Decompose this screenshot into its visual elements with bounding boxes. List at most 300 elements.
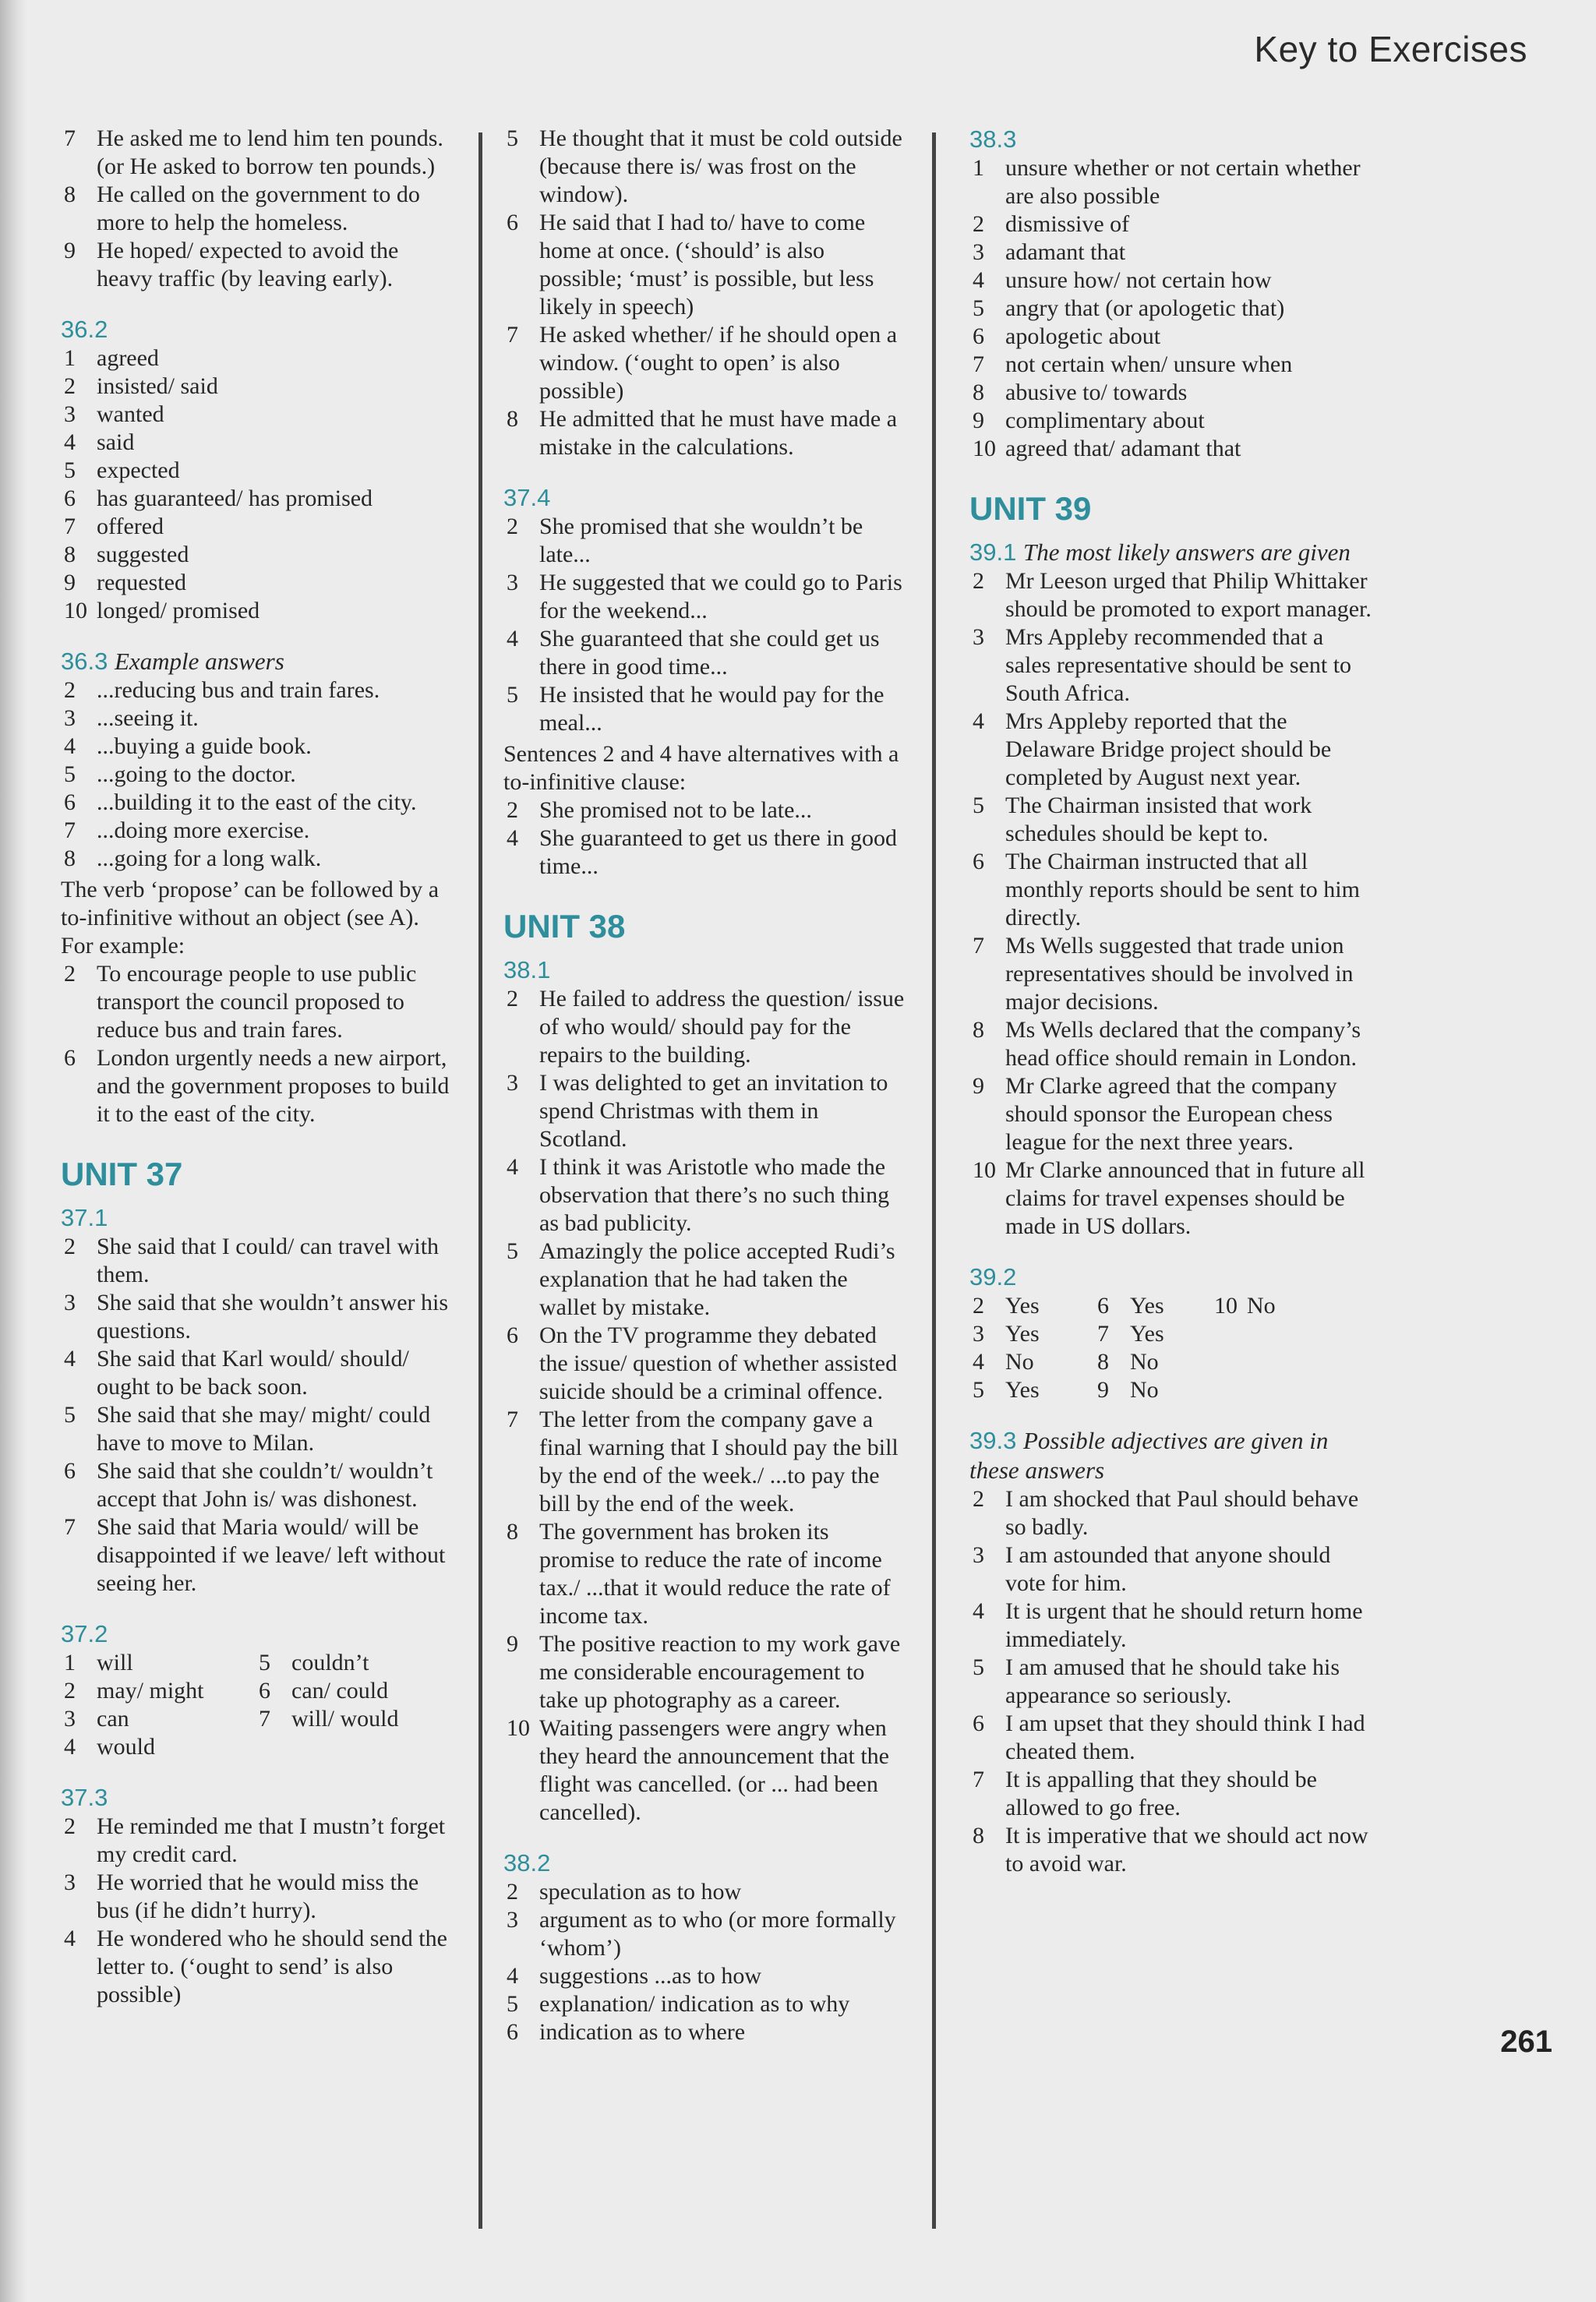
answer-item (61, 1513, 450, 1598)
answer-cell (1211, 1320, 1328, 1348)
section-note: The most likely answers are given (1022, 538, 1351, 566)
item-text: The letter from the company gave a final warning that I should pay the bill by the end of the week./ ...to pay the bill by the end of the week. (539, 1407, 899, 1516)
item-number: 8 (1097, 1349, 1109, 1375)
item-number: 10 (507, 1715, 530, 1741)
item-number: 2 (64, 1678, 76, 1704)
item-text: She promised not to be late... (539, 797, 812, 823)
item-text: Mr Clarke announced that in future all claims for travel expenses should be made in US dollars. (1005, 1157, 1365, 1239)
answer-item (969, 1485, 1375, 1541)
item-text: said (97, 429, 135, 455)
item-text: He admitted that he must have made a mistake in the calculations. (539, 406, 898, 460)
item-text: London urgently needs a new airport, and the government proposes to build it to the east of the city. (97, 1045, 450, 1127)
item-text: agreed that/ adamant that (1005, 436, 1241, 461)
item-text: He wondered who he should send the letter to. (‘ought to send’ is also possible) (97, 1926, 447, 2007)
answer-list-37-3 (61, 1813, 450, 2009)
section-heading: 37.3 (61, 1784, 108, 1811)
item-text: offered (97, 514, 164, 539)
item-text: No (1130, 1377, 1159, 1403)
item-number: 3 (64, 1869, 76, 1895)
item-text: He failed to address the question/ issue of who would/ should pay for the repairs to the building. (539, 986, 905, 1068)
item-text: adamant that (1005, 239, 1126, 265)
answer-list-39-1 (969, 567, 1375, 1241)
answer-item (969, 1710, 1375, 1766)
item-text: He worried that he would miss the bus (if he didn’t hurry). (97, 1869, 419, 1923)
item-text: Mrs Appleby recommended that a sales representative should be sent to South Africa. (1005, 624, 1352, 706)
answer-list-36-3 (61, 676, 450, 873)
section-heading: 38.3 (969, 125, 1017, 153)
item-number: 2 (973, 568, 984, 594)
column-right (969, 125, 1375, 1878)
item-text: The Chairman insisted that work schedules should be kept to. (1005, 793, 1312, 846)
item-number: 4 (64, 733, 76, 759)
item-text: complimentary about (1005, 408, 1205, 433)
answer-item (969, 1598, 1375, 1654)
page-spine-shadow (0, 0, 26, 2302)
section-heading: 36.2 (61, 316, 108, 343)
item-text: She said that she couldn’t/ wouldn’t accept that John is/ was dishonest. (97, 1458, 433, 1512)
item-text: suggestions ...as to how (539, 1963, 761, 1989)
item-text: I am upset that they should think I had cheated them. (1005, 1711, 1365, 1764)
answer-grid-37-2 (61, 1649, 450, 1761)
item-text: Ms Wells suggested that trade union representatives should be involved in major decisions. (1005, 933, 1354, 1015)
answer-item (969, 323, 1375, 351)
answer-item (503, 1962, 909, 1990)
item-number: 1 (973, 155, 984, 181)
answer-cell (1094, 1292, 1211, 1320)
answer-item (61, 344, 450, 372)
answer-item (61, 513, 450, 541)
answer-item (61, 960, 450, 1044)
answer-cell (256, 1733, 450, 1761)
item-number: 3 (973, 1321, 984, 1347)
item-text: No (1130, 1349, 1159, 1375)
item-number: 2 (64, 1234, 76, 1259)
item-text: ...going to the doctor. (97, 761, 296, 787)
answer-item (503, 625, 909, 681)
item-number: 5 (973, 295, 984, 321)
item-number: 9 (64, 570, 76, 595)
item-text: He said that I had to/ have to come home at once. (‘should’ is also possible; ‘must’ is possible, but less likely in speech) (539, 210, 874, 320)
item-number: 6 (507, 1322, 518, 1348)
answer-item (503, 1153, 909, 1238)
explanatory-paragraph: Sentences 2 and 4 have alternatives with a to-infinitive clause: (503, 741, 899, 795)
answer-item (969, 932, 1375, 1016)
answer-cell (1094, 1376, 1211, 1404)
answer-cell (1211, 1376, 1328, 1404)
item-text: No (1005, 1349, 1034, 1375)
item-number: 4 (64, 429, 76, 455)
page-number: 261 (1500, 2025, 1552, 2059)
item-text: will/ would (291, 1706, 399, 1732)
item-number: 7 (259, 1706, 270, 1732)
alternative-list-37-4 (503, 796, 909, 881)
answer-item (61, 125, 450, 181)
item-text: Mr Leeson urged that Philip Whittaker should be promoted to export manager. (1005, 568, 1372, 622)
item-text: expected (97, 457, 180, 483)
example-list-36-3 (61, 960, 450, 1128)
item-text: can/ could (291, 1678, 389, 1704)
item-number: 2 (507, 986, 518, 1012)
item-text: angry that (or apologetic that) (1005, 295, 1285, 321)
item-number: 8 (507, 406, 518, 432)
item-text: It is imperative that we should act now to avoid war. (1005, 1823, 1368, 1877)
item-number: 4 (64, 1734, 76, 1760)
answer-cell (1094, 1348, 1211, 1376)
item-number: 10 (1214, 1293, 1238, 1319)
item-text: ...buying a guide book. (97, 733, 312, 759)
item-number: 4 (507, 1963, 518, 1989)
answer-list-37-3-continued (503, 125, 909, 461)
item-text: Yes (1005, 1377, 1040, 1403)
item-text: It is urgent that he should return home immediately. (1005, 1598, 1363, 1652)
item-text: She guaranteed that she could get us there in good time... (539, 626, 880, 680)
section-note: Example answers (114, 648, 284, 675)
item-text: He thought that it must be cold outside (because there is/ was frost on the window). (539, 125, 902, 207)
item-number: 2 (64, 373, 76, 399)
answer-list-36-1 (61, 125, 450, 293)
item-number: 7 (64, 1514, 76, 1540)
item-text: I am astounded that anyone should vote for him. (1005, 1542, 1331, 1596)
unit-heading: UNIT 38 (503, 908, 626, 944)
answer-item (969, 567, 1375, 623)
answer-item (503, 1069, 909, 1153)
answer-item (503, 1322, 909, 1406)
item-number: 4 (973, 1349, 984, 1375)
answer-item (61, 372, 450, 401)
answer-item (503, 569, 909, 625)
answer-item (969, 623, 1375, 708)
section-heading: 38.1 (503, 956, 551, 983)
explanatory-paragraph: The verb ‘propose’ can be followed by a to-infinitive without an object (see A). For example: (61, 877, 440, 959)
answer-list-38-1 (503, 985, 909, 1827)
item-number: 9 (64, 238, 76, 263)
item-number: 4 (973, 267, 984, 293)
column-divider (478, 132, 482, 2229)
answer-item (503, 1906, 909, 1962)
answer-cell (969, 1320, 1094, 1348)
item-number: 5 (259, 1650, 270, 1675)
answer-item (969, 1766, 1375, 1822)
item-text: He called on the government to do more to help the homeless. (97, 182, 420, 235)
item-text: I was delighted to get an invitation to spend Christmas with them in Scotland. (539, 1070, 888, 1152)
item-number: 5 (507, 125, 518, 151)
answer-item (503, 1406, 909, 1518)
answer-item (969, 792, 1375, 848)
item-number: 2 (973, 1293, 984, 1319)
item-text: She said that she wouldn’t answer his questions. (97, 1290, 449, 1343)
item-number: 8 (64, 846, 76, 871)
item-number: 5 (64, 1402, 76, 1428)
item-text: agreed (97, 345, 159, 371)
answer-list-38-3 (969, 154, 1375, 463)
answer-item (969, 848, 1375, 932)
item-number: 8 (973, 380, 984, 405)
item-text: couldn’t (291, 1650, 369, 1675)
section-note: Possible adjectives are given in these answers (969, 1427, 1329, 1484)
answer-item (61, 1233, 450, 1289)
answer-list-38-2 (503, 1878, 909, 2046)
item-number: 2 (507, 797, 518, 823)
section-heading: 36.3 Example answers (61, 648, 284, 675)
item-text: dismissive of (1005, 211, 1130, 237)
answer-item (969, 210, 1375, 238)
item-text: apologetic about (1005, 323, 1161, 349)
item-number: 10 (973, 1157, 996, 1183)
item-number: 6 (64, 1458, 76, 1484)
item-number: 1 (64, 1650, 76, 1675)
item-text: ...doing more exercise. (97, 817, 310, 843)
answer-item (61, 1401, 450, 1457)
item-text: It is appalling that they should be allowed to go free. (1005, 1767, 1317, 1820)
answer-item (503, 1630, 909, 1714)
answer-item (61, 704, 450, 733)
item-number: 4 (507, 1154, 518, 1180)
item-text: The positive reaction to my work gave me considerable encouragement to take up photography as a career. (539, 1631, 901, 1713)
answer-cell (1094, 1320, 1211, 1348)
item-number: 5 (973, 1377, 984, 1403)
column-middle (503, 125, 909, 2046)
running-header: Key to Exercises (1254, 29, 1527, 69)
item-text: longed/ promised (97, 598, 260, 623)
item-number: 5 (507, 1991, 518, 2017)
item-text: The Chairman instructed that all monthly reports should be sent to him directly. (1005, 849, 1360, 930)
item-text: abusive to/ towards (1005, 380, 1188, 405)
answer-item (61, 1289, 450, 1345)
item-number: 8 (64, 182, 76, 207)
answer-item (61, 429, 450, 457)
item-text: would (97, 1734, 155, 1760)
item-number: 7 (973, 933, 984, 959)
item-text: He reminded me that I mustn’t forget my credit card. (97, 1813, 446, 1867)
item-number: 1 (64, 345, 76, 371)
item-number: 9 (973, 408, 984, 433)
item-text: No (1247, 1293, 1276, 1319)
answer-item (503, 125, 909, 209)
item-number: 7 (507, 322, 518, 348)
item-text (1247, 1376, 1328, 1404)
answer-item (61, 1925, 450, 2009)
item-number: 8 (507, 1519, 518, 1545)
section-heading: 37.4 (503, 484, 551, 511)
answer-cell (1211, 1292, 1328, 1320)
item-text: wanted (97, 401, 164, 427)
answer-cell (256, 1677, 450, 1705)
item-number: 6 (973, 1711, 984, 1736)
answer-cell (1211, 1348, 1328, 1376)
answer-item (969, 295, 1375, 323)
item-text: has guaranteed/ has promised (97, 485, 373, 511)
item-number: 4 (64, 1926, 76, 1951)
item-text: He asked whether/ if he should open a window. (‘ought to open’ is also possible) (539, 322, 898, 404)
section-heading: 39.3 Possible adjectives are given in these answers (969, 1427, 1329, 1484)
item-number: 2 (64, 677, 76, 703)
item-text: To encourage people to use public transport the council proposed to reduce bus and train fares. (97, 961, 417, 1043)
item-text: He asked me to lend him ten pounds. (or He asked to borrow ten pounds.) (97, 125, 443, 179)
item-number (1211, 1320, 1247, 1348)
answer-item (503, 985, 909, 1069)
item-number: 4 (64, 1346, 76, 1372)
item-number: 7 (64, 125, 76, 151)
answer-cell (969, 1292, 1094, 1320)
item-number: 6 (507, 210, 518, 235)
item-number: 8 (973, 1017, 984, 1043)
answer-list-37-1 (61, 1233, 450, 1598)
item-number: 6 (64, 789, 76, 815)
section-heading: 38.2 (503, 1849, 551, 1877)
answer-cell (969, 1376, 1094, 1404)
item-number: 2 (507, 514, 518, 539)
item-text: argument as to who (or more formally ‘whom’) (539, 1907, 896, 1961)
item-text: indication as to where (539, 2019, 746, 2045)
answer-cell (61, 1677, 256, 1705)
answer-item (503, 796, 909, 824)
answer-list-37-4 (503, 513, 909, 737)
answer-item (503, 321, 909, 405)
item-number: 5 (64, 457, 76, 483)
item-text: I am amused that he should take his appearance so seriously. (1005, 1654, 1340, 1708)
answer-item (503, 1990, 909, 2018)
item-number: 10 (973, 436, 996, 461)
section-heading: 37.2 (61, 1620, 108, 1647)
answer-item (969, 1822, 1375, 1878)
item-number: 8 (973, 1823, 984, 1848)
answer-cell (256, 1705, 450, 1733)
answer-item (61, 597, 450, 625)
item-text: may/ might (97, 1678, 204, 1704)
item-text: He suggested that we could go to Paris for the weekend... (539, 570, 902, 623)
answer-cell (969, 1348, 1094, 1376)
item-text: ...reducing bus and train fares. (97, 677, 380, 703)
item-number: 5 (507, 1238, 518, 1264)
answer-item (503, 1714, 909, 1827)
answer-item (969, 1156, 1375, 1241)
item-text: Yes (1005, 1293, 1040, 1319)
answer-item (969, 379, 1375, 407)
item-number: 4 (973, 1598, 984, 1624)
item-text: Yes (1005, 1321, 1040, 1347)
item-text: ...building it to the east of the city. (97, 789, 417, 815)
item-text: I think it was Aristotle who made the observation that there’s no such thing as bad publicity. (539, 1154, 890, 1236)
item-text: On the TV programme they debated the issue/ question of whether assisted suicide should be a criminal offence. (539, 1322, 898, 1404)
item-text: requested (97, 570, 186, 595)
item-number: 5 (973, 1654, 984, 1680)
item-number: 2 (973, 211, 984, 237)
item-number: 6 (64, 1045, 76, 1071)
item-number: 2 (64, 1813, 76, 1839)
item-text: She guaranteed to get us there in good time... (539, 825, 898, 879)
answer-item (969, 708, 1375, 792)
item-text: unsure whether or not certain whether are also possible (1005, 155, 1361, 209)
item-number: 4 (973, 708, 984, 734)
answer-item (61, 569, 450, 597)
answer-list-39-3 (969, 1485, 1375, 1878)
answer-item (969, 435, 1375, 463)
answer-item (61, 237, 450, 293)
item-text: not certain when/ unsure when (1005, 351, 1293, 377)
item-text (1247, 1348, 1328, 1376)
item-text: Waiting passengers were angry when they heard the announcement that the flight was cancelled. (or ... had been cancelled). (539, 1715, 889, 1825)
answer-list-36-2 (61, 344, 450, 625)
answer-item (61, 457, 450, 485)
answer-item (503, 1238, 909, 1322)
answer-item (61, 1813, 450, 1869)
item-number: 6 (259, 1678, 270, 1704)
item-number: 7 (64, 817, 76, 843)
item-number: 3 (64, 1290, 76, 1315)
answer-item (61, 845, 450, 873)
item-number: 6 (973, 849, 984, 874)
item-number: 4 (507, 626, 518, 651)
item-text: She said that I could/ can travel with them. (97, 1234, 440, 1287)
item-number: 2 (973, 1486, 984, 1512)
item-number (256, 1733, 291, 1761)
item-text: Yes (1130, 1321, 1164, 1347)
answer-item (969, 351, 1375, 379)
answer-item (503, 405, 909, 461)
item-text (291, 1733, 450, 1761)
answer-cell (256, 1649, 450, 1677)
item-number: 9 (973, 1073, 984, 1099)
item-number: 7 (973, 351, 984, 377)
answer-item (61, 761, 450, 789)
answer-item (503, 824, 909, 881)
answer-item (969, 267, 1375, 295)
item-number: 3 (507, 570, 518, 595)
answer-item (61, 1044, 450, 1128)
item-number (1211, 1376, 1247, 1404)
item-text: insisted/ said (97, 373, 218, 399)
item-text: He hoped/ expected to avoid the heavy traffic (by leaving early). (97, 238, 399, 291)
item-text: Mrs Appleby reported that the Delaware Bridge project should be completed by August next year. (1005, 708, 1332, 790)
item-text: She said that she may/ might/ could have to move to Milan. (97, 1402, 431, 1456)
item-number: 9 (1097, 1377, 1109, 1403)
answer-item (503, 681, 909, 737)
item-text: I am shocked that Paul should behave so badly. (1005, 1486, 1359, 1540)
item-number: 10 (64, 598, 87, 623)
answer-item (61, 676, 450, 704)
item-number: 3 (64, 705, 76, 731)
item-number: 8 (64, 542, 76, 567)
unit-heading: UNIT 39 (969, 490, 1092, 527)
answer-item (969, 154, 1375, 210)
answer-item (969, 1016, 1375, 1072)
item-text: The government has broken its promise to reduce the rate of income tax./ ...that it would reduce the rate of income tax. (539, 1519, 891, 1629)
section-heading: 39.2 (969, 1263, 1017, 1290)
answer-item (61, 789, 450, 817)
item-number: 3 (973, 624, 984, 650)
item-number: 9 (507, 1631, 518, 1657)
answer-item (61, 401, 450, 429)
section-heading: 37.1 (61, 1204, 108, 1231)
item-number: 6 (64, 485, 76, 511)
answer-item (503, 513, 909, 569)
answer-cell (61, 1705, 256, 1733)
item-number: 5 (64, 761, 76, 787)
item-number: 7 (507, 1407, 518, 1432)
item-text: She said that Karl would/ should/ ought to be back soon. (97, 1346, 409, 1400)
column-left (61, 125, 450, 2009)
item-number: 5 (973, 793, 984, 818)
answer-item (969, 1541, 1375, 1598)
answer-item (969, 407, 1375, 435)
answer-item (61, 817, 450, 845)
answer-item (61, 1345, 450, 1401)
answer-item (969, 238, 1375, 267)
item-number: 6 (1097, 1293, 1109, 1319)
item-text: speculation as to how (539, 1879, 742, 1905)
section-heading: 39.1 The most likely answers are given (969, 538, 1351, 566)
item-text: ...going for a long walk. (97, 846, 322, 871)
